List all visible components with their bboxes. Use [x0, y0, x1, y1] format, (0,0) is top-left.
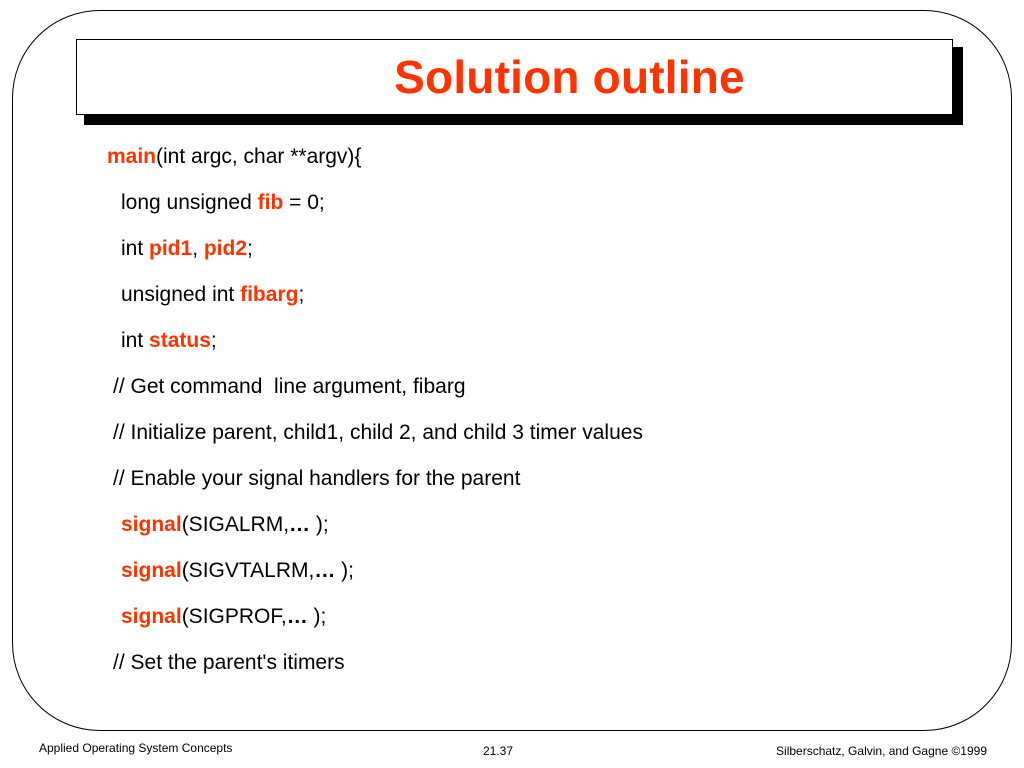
code-comment: // Get command line argument, fibarg: [113, 375, 466, 398]
function-name: signal: [121, 605, 182, 628]
code-line-main: main(int argc, char **argv){: [107, 145, 362, 168]
footer-course-title: Applied Operating System Concepts: [39, 741, 233, 755]
title-box: [76, 39, 953, 115]
code-comment: // Enable your signal handlers for the parent: [113, 467, 521, 490]
variable-name: status: [149, 329, 211, 352]
code-line-signal: signal(SIGVTALRM,… );: [121, 559, 354, 582]
code-line-fib: long unsigned fib = 0;: [121, 191, 325, 214]
function-name: main: [107, 145, 157, 168]
code-line-fibarg: unsigned int fibarg;: [121, 283, 305, 306]
variable-name: fib: [257, 191, 284, 214]
code-line-status: int status;: [121, 329, 217, 352]
variable-name: pid1: [149, 237, 193, 260]
function-name: signal: [121, 513, 182, 536]
slide-title: Solution outline: [394, 51, 745, 103]
code-comment: // Set the parent's itimers: [113, 651, 345, 674]
footer-slide-number: 21.37: [483, 744, 514, 758]
code-line-signal: signal(SIGPROF,… );: [121, 605, 327, 628]
code-comment: // Initialize parent, child1, child 2, and child 3 timer values: [113, 421, 643, 444]
code-line-signal: signal(SIGALRM,… );: [121, 513, 329, 536]
variable-name: fibarg: [240, 283, 299, 306]
function-name: signal: [121, 559, 182, 582]
variable-name: pid2: [203, 237, 248, 260]
footer-copyright: Silberschatz, Galvin, and Gagne ©1999: [776, 744, 987, 758]
code-line-pids: int pid1, pid2;: [121, 237, 253, 260]
